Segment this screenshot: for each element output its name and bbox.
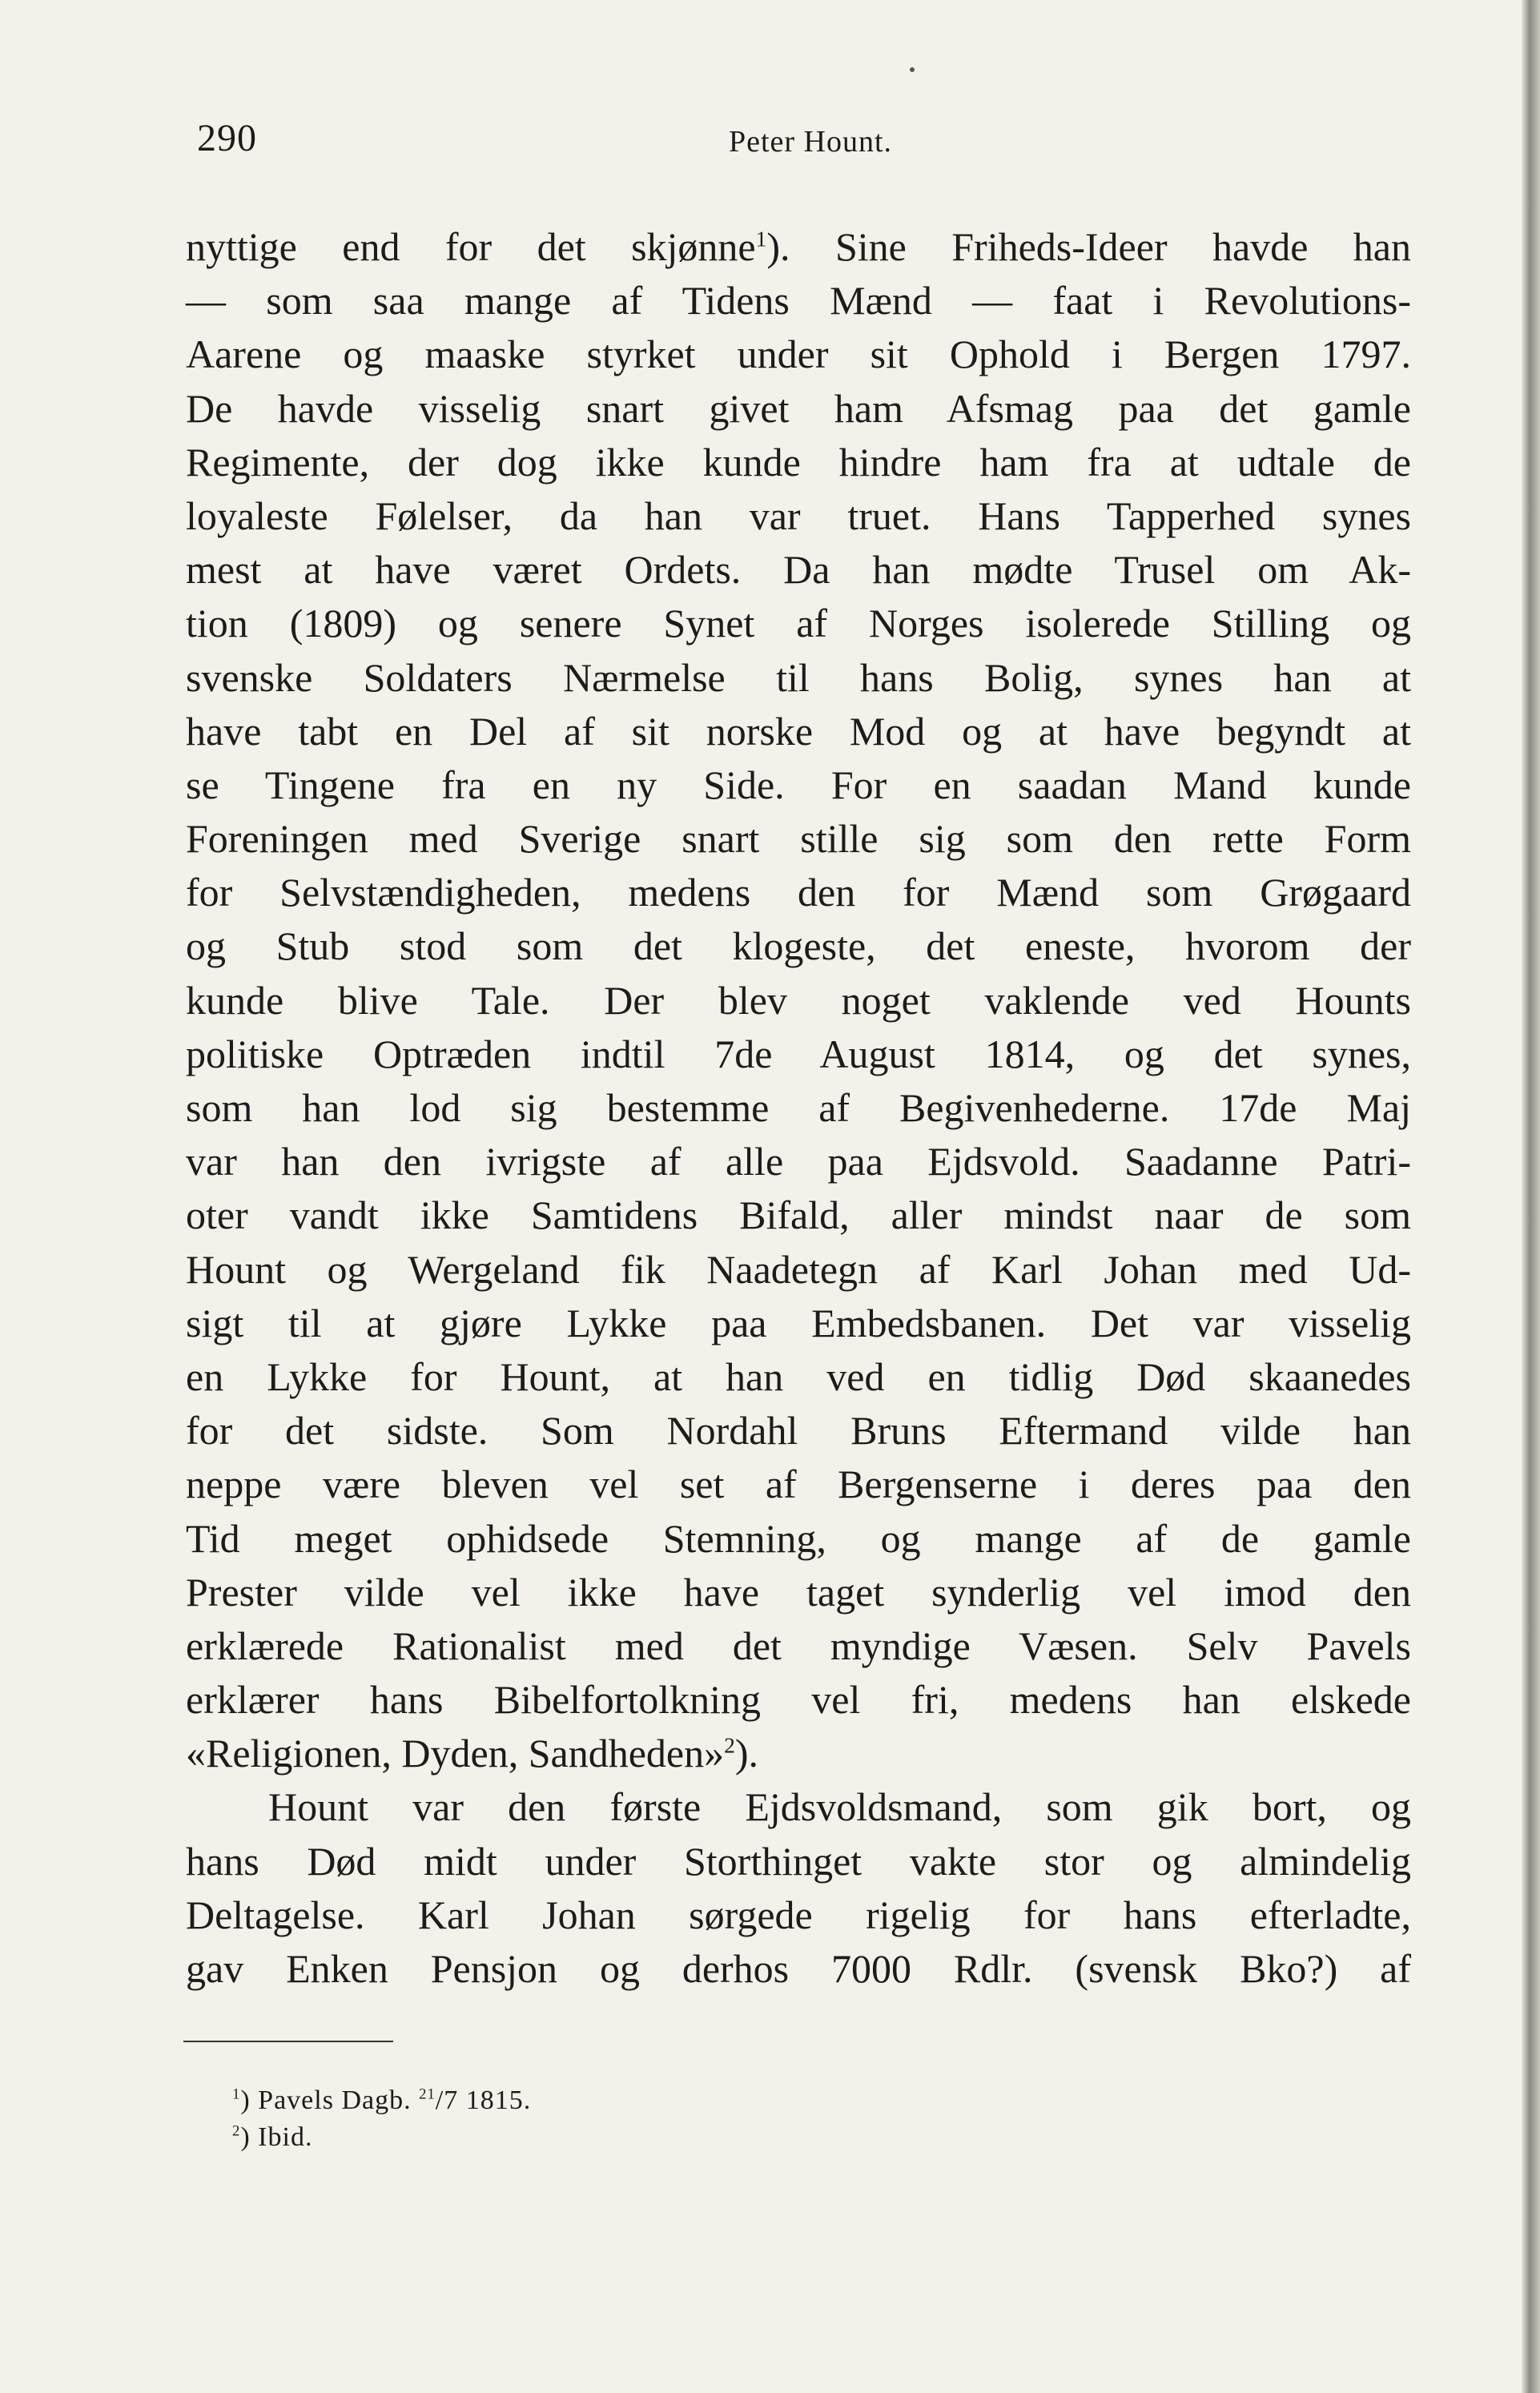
running-head: Peter Hount. bbox=[728, 125, 893, 159]
footnote-2 bbox=[232, 2119, 1353, 2156]
text-line: gav Enken Pensjon og derhos 7000 Rdlr. (svensk Bko?) af bbox=[186, 1946, 1411, 1991]
page-number: 290 bbox=[197, 117, 257, 159]
text-line: se Tingene fra en ny Side. For en saadan Mand kunde bbox=[186, 762, 1411, 807]
text-line: Prester vilde vel ikke have taget synderlig vel imod den bbox=[186, 1569, 1411, 1615]
text-line: politiske Optræden indtil 7de August 1814, og det synes, bbox=[186, 1031, 1411, 1076]
text-line: neppe være bleven vel set af Bergenserne i deres paa den bbox=[186, 1462, 1411, 1507]
text-line: Aarene og maaske styrket under sit Ophold i Bergen 1797. bbox=[186, 332, 1411, 377]
text-line: var han den ivrigste af alle paa Ejdsvold. Saadanne Patri- bbox=[186, 1139, 1411, 1184]
date-superscript: 21 bbox=[419, 2085, 436, 2103]
text-line: som han lod sig bestemme af Begivenhederne. 17de Maj bbox=[186, 1085, 1411, 1130]
footnote-text: Ibid. bbox=[250, 2122, 313, 2152]
text-line: oter vandt ikke Samtidens Bifald, aller mindst naar de som bbox=[186, 1192, 1411, 1238]
page-header bbox=[197, 116, 1414, 172]
text-line: og Stub stod som det klogeste, det eneste, hvorom der bbox=[186, 923, 1411, 969]
footnotes bbox=[232, 2082, 1353, 2156]
footnote-text: /7 1815. bbox=[435, 2085, 532, 2115]
text-line: Foreningen med Sverige snart stille sig som den rette Form bbox=[186, 816, 1411, 862]
text-line: for det sidste. Som Nordahl Bruns Eftermand vilde han bbox=[186, 1408, 1411, 1454]
text-segment: ). bbox=[734, 1731, 759, 1776]
text-line: mest at have været Ordets. Da han mødte Trusel om Ak- bbox=[186, 547, 1411, 593]
page-edge-shadow bbox=[1522, 0, 1540, 2393]
text-line: kunde blive Tale. Der blev noget vaklende ved Hounts bbox=[186, 977, 1411, 1023]
footnote-text: Pavels Dagb. bbox=[250, 2085, 420, 2115]
footnote-rule bbox=[183, 2041, 393, 2042]
text-line: Tid meget ophidsede Stemning, og mange af de gamle bbox=[186, 1515, 1411, 1561]
text-line: for Selvstændigheden, medens den for Mænd som Grøgaard bbox=[186, 870, 1411, 915]
text-line: svenske Soldaters Nærmelse til hans Bolig, synes han at bbox=[186, 654, 1411, 700]
text-line: hans Død midt under Storthinget vakte stor og almindelig bbox=[186, 1838, 1411, 1884]
footnote-paren: ) bbox=[240, 2085, 251, 2115]
footnote-1 bbox=[232, 2082, 1353, 2119]
text-segment: nyttige end for det skjønne bbox=[186, 224, 756, 269]
text-segment: ). Sine Friheds-Ideer havde han bbox=[766, 224, 1411, 269]
ink-speck bbox=[910, 67, 915, 72]
text-line: erklærede Rationalist med det myndige Væsen. Selv Pavels bbox=[186, 1623, 1411, 1668]
body-text bbox=[186, 220, 1411, 1996]
footnote-number: 2 bbox=[232, 2122, 241, 2140]
text-line: Deltagelse. Karl Johan sørgede rigelig for hans efterladte, bbox=[186, 1892, 1411, 1937]
text-line bbox=[186, 220, 1411, 274]
text-line: erklærer hans Bibelfortolkning vel fri, medens han elskede bbox=[186, 1677, 1411, 1723]
text-line: tion (1809) og senere Synet af Norges isolerede Stilling og bbox=[186, 601, 1411, 646]
text-line: en Lykke for Hount, at han ved en tidlig Død skaanedes bbox=[186, 1353, 1411, 1399]
text-line: Regimente, der dog ikke kunde hindre ham fra at udtale de bbox=[186, 439, 1411, 485]
footnote-number: 1 bbox=[232, 2085, 241, 2103]
text-line: De havde visselig snart givet ham Afsmag paa det gamle bbox=[186, 385, 1411, 431]
text-line: Hount og Wergeland fik Naadetegn af Karl Johan med Ud- bbox=[186, 1246, 1411, 1292]
text-line: — som saa mange af Tidens Mænd — faat i Revolutions- bbox=[186, 278, 1411, 324]
text-line: sigt til at gjøre Lykke paa Embedsbanen. Det var visselig bbox=[186, 1300, 1411, 1345]
text-line: have tabt en Del af sit norske Mod og at have begyndt at bbox=[186, 708, 1411, 754]
footnote-marker: 2 bbox=[724, 1732, 735, 1758]
footnote-marker: 1 bbox=[755, 226, 767, 251]
text-line: loyaleste Følelser, da han var truet. Hans Tapperhed synes bbox=[186, 493, 1411, 538]
text-segment: «Religionen, Dyden, Sandheden» bbox=[186, 1731, 725, 1776]
paragraph-first-line: Hount var den første Ejdsvoldsmand, som gik bort, og bbox=[268, 1784, 1411, 1830]
footnote-paren: ) bbox=[240, 2122, 251, 2152]
text-line bbox=[186, 1727, 1411, 1780]
